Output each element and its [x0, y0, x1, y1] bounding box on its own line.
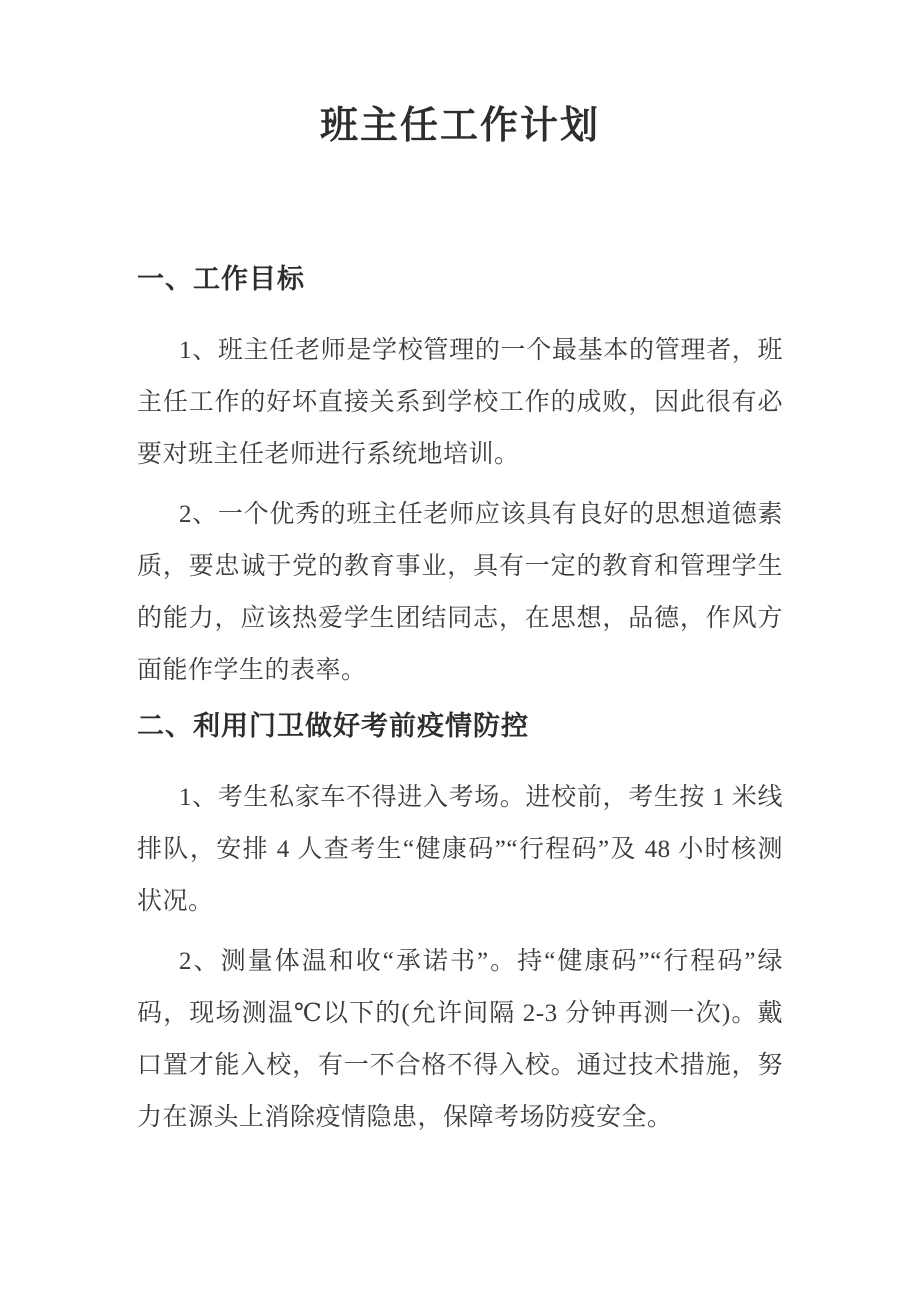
section-1-heading: 一、工作目标 — [137, 264, 305, 294]
document-body — [0, 258, 920, 1144]
document-title: 班主任工作计划 — [319, 105, 600, 147]
section-2-heading: 二、利用门卫做好考前疫情防控 — [137, 711, 529, 741]
section-2-paragraph-2: 2、测量体温和收“承诺书”。持“健康码”“行程码”绿码，现场测温℃以下的(允许间隔 2-3 分钟再测一次)。戴口置才能入校，有一不合格不得入校。通过技术措施，努力在源头上消除疫情隐患，保障考场防疫安全。 — [137, 948, 783, 1131]
section-2-paragraph-1: 1、考生私家车不得进入考场。进校前，考生按 1 米线排队，安排 4 人查考生“健康码”“行程码”及 48 小时核测状况。 — [137, 784, 783, 915]
section-1-paragraph-2: 2、一个优秀的班主任老师应该具有良好的思想道德素质，要忠诚于党的教育事业，具有一定的教育和管理学生的能力，应该热爱学生团结同志，在思想，品德，作风方面能作学生的表率。 — [137, 501, 783, 684]
section-1-paragraph-1: 1、班主任老师是学校管理的一个最基本的管理者，班主任工作的好坏直接关系到学校工作的成败，因此很有必要对班主任老师进行系统地培训。 — [137, 337, 783, 468]
